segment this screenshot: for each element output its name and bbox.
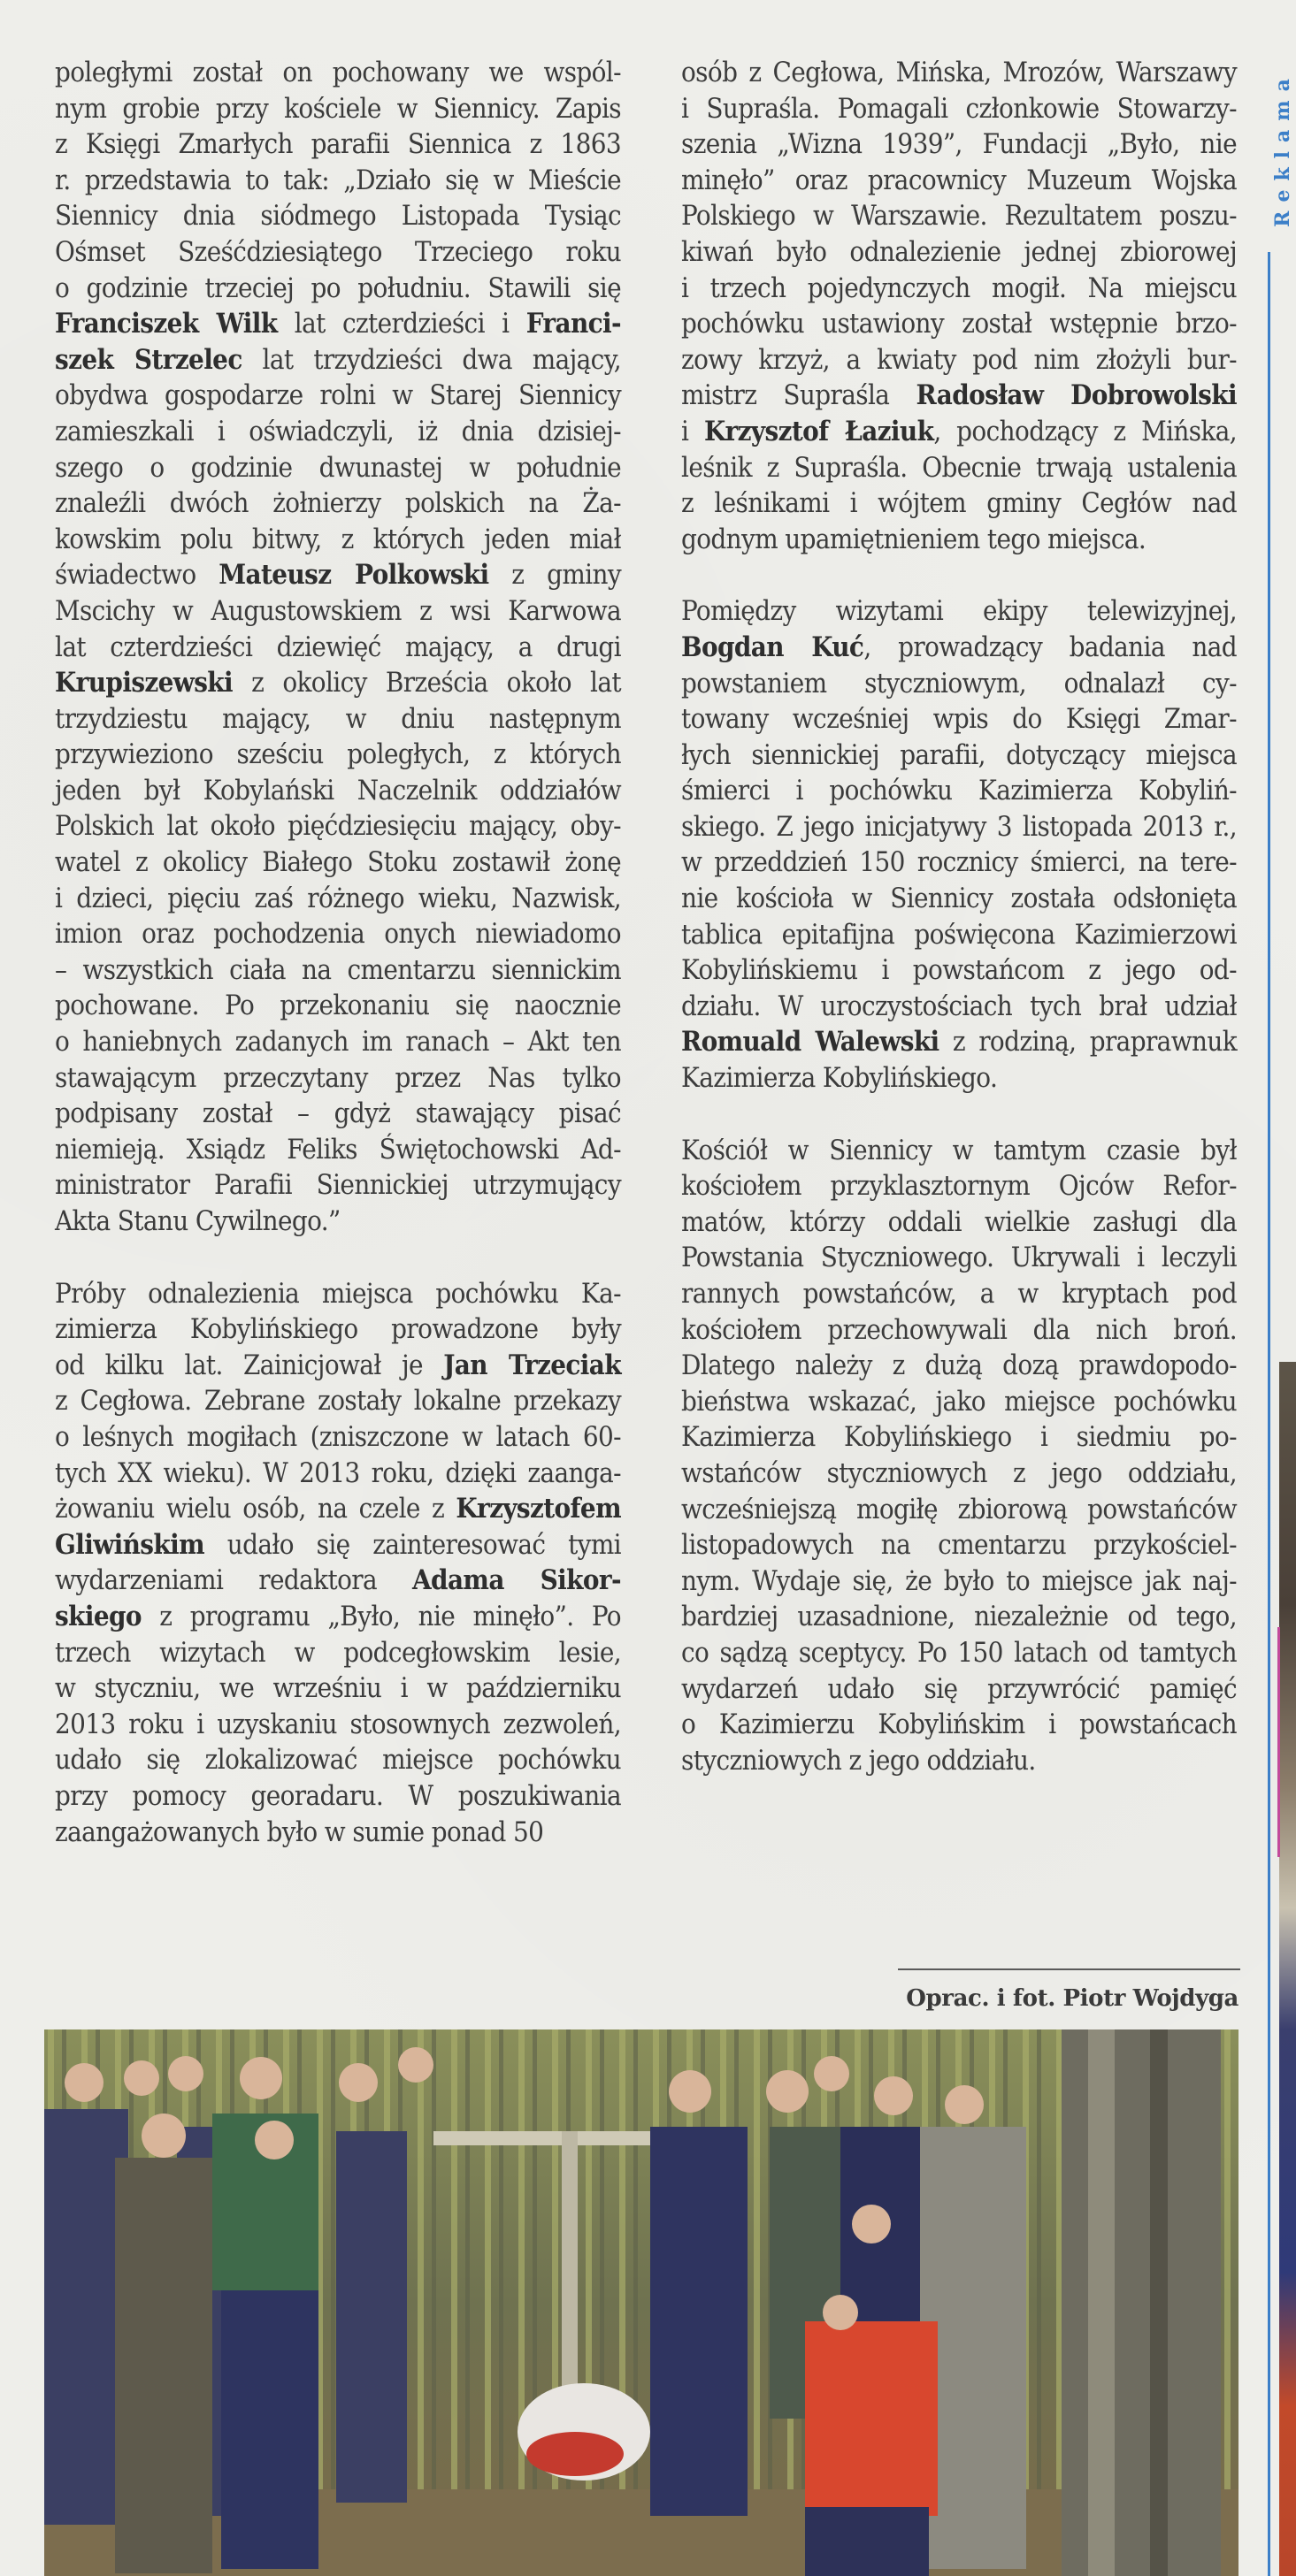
article-paragraph [681,1133,1237,1779]
person-name: Krzysztofem [456,1493,621,1525]
text-line: Dlatego należy z dużą dozą prawdopodo- [681,1349,1237,1382]
text-line: godnym upamiętnieniem tego miejsca. [681,523,1146,555]
text-line: wcześniejszą mogiłę zbiorową powstańców [681,1493,1237,1525]
text-line: Próby odnalezienia miejsca pochówku Ka- [55,1277,621,1310]
text-line: zimierza Kobylińskiego prowadzone były [55,1313,621,1346]
text-line: nym. Wydaje się, że było to miejsce jak naj- [681,1564,1237,1597]
text-line: z Cegłowa. Zebrane zostały lokalne przekazy [55,1385,621,1418]
text-line: powstaniem styczniowym, odnalazł cy- [681,667,1237,699]
text-line: kościołem przyklasztornym Ojców Refor- [681,1170,1237,1203]
text-line: leśnik z Supraśla. Obecnie trwają ustalenia [681,451,1237,484]
text-line: poległymi został on pochowany we wspól- [55,57,621,88]
text-line: Pomiędzy wizytami ekipy telewizyjnej, [681,595,1237,628]
text-line: Kobylińskiemu i powstańcom z jego od- [681,954,1237,987]
text-line: i trzech pojedynczych mogił. Na miejscu [681,271,1237,304]
text-line: kościołem przechowywali dla nich broń. [681,1313,1237,1346]
text-line: rannych powstańców, a w kryptach pod [681,1278,1237,1310]
forest-ceremony-photo-icon [44,2029,1238,2576]
advertisement-label [1270,49,1295,248]
person-name: Bogdan Kuć [681,631,864,663]
text-line: Bogdan Kuć, prowadzący badania nad [681,631,1237,663]
text-line: niemieją. Xsiądz Feliks Świętochowski Ad- [55,1133,621,1166]
text-line: Gliwińskim udało się zainteresować tymi [55,1528,621,1561]
text-line: watel z okolicy Białego Stoku zostawił żonę [55,846,621,879]
text-line: śmierci i pochówku Kazimierza Kobyliń- [681,775,1237,807]
text-line: wydarzeń udało się przywrócić pamięć [681,1672,1237,1705]
text-line: trzydziestu mający, w dniu następnym [55,702,621,735]
person-name: Franciszek Wilk [55,308,278,340]
person-name: szek Strzelec [55,343,242,376]
text-line: szego o godzinie dwunastej w południe [55,451,621,484]
person-name: Romuald Walewski [681,1026,939,1059]
text-line: wstańców styczniowych z jego oddziału, [681,1456,1237,1489]
text-line: przywieziono sześciu poległych, z których [55,738,621,771]
text-line: pochowane. Po przekonaniu się naocznie [55,990,621,1022]
person-name: Krupiszewski [55,667,234,699]
article-right-column [681,55,1237,1815]
text-line: r. przedstawia to tak: „Działo się w Mieście [55,164,621,196]
text-line: i Krzysztof Łaziuk, pochodzący z Mińska, [681,415,1237,447]
text-line: – wszystkich ciała na cmentarzu siennickim [55,953,621,986]
text-line: lat czterdzieści dziewięć mający, a drugi [55,631,621,663]
text-line: o Kazimierzu Kobylińskim i powstańcach [681,1708,1237,1741]
text-line: Romuald Walewski z rodziną, praprawnuk [681,1026,1237,1059]
text-line: Franciszek Wilk lat czterdzieści i Franci- [55,308,621,340]
person-name: Radosław Dobrowolski [916,379,1237,412]
article-byline: Oprac. i fot. Piotr Wojdyga [906,1985,1238,2012]
text-line: Polskiego w Warszawie. Rezultatem poszu- [681,200,1237,233]
text-line: i Supraśla. Pomagali członkowie Stowarzy- [681,92,1237,125]
text-line: w przeddzień 150 rocznicy śmierci, na tere- [681,846,1237,879]
text-line: skiego z programu „Było, nie minęło”. Po [55,1600,621,1632]
text-line: żowaniu wielu osób, na czele z Krzysztofem [55,1493,621,1525]
advertisement-strip-accent [1277,1627,1280,1857]
text-line: kiwań było odnalezienie jednej zbiorowej [681,235,1237,268]
person-name: skiego [55,1600,142,1632]
text-line: styczniowych z jego oddziału. [681,1744,1036,1777]
text-line: osób z Cegłowa, Mińska, Mrozów, Warszawy [681,57,1237,88]
article-paragraph [681,55,1237,557]
text-line: szek Strzelec lat trzydzieści dwa mający, [55,343,621,376]
text-line: skiego. Z jego inicjatywy 3 listopada 2013 r., [681,810,1237,843]
text-line: Powstania Styczniowego. Ukrywali i leczyli [681,1242,1237,1274]
text-line: tablica epitafijna poświęcona Kazimierzowi [681,918,1237,951]
text-line: Akta Stanu Cywilnego.” [55,1205,341,1237]
text-line: łych siennickiej parafii, dotyczący miejsca [681,738,1237,771]
article-paragraph [55,1276,621,1851]
text-line: Siennicy dnia siódmego Listopada Tysiąc [55,200,621,233]
person-name: Krzysztof Łaziuk [703,415,934,447]
text-line: kowskim polu bitwy, z których jeden miał [55,523,621,555]
text-line: zamieszkali i oświadczyli, iż dnia dzisiej- [55,415,621,447]
text-line: z Księgi Zmarłych parafii Siennica z 1863 [55,128,621,161]
text-line: obydwa gospodarze rolni w Starej Siennicy [55,379,621,412]
article-paragraph [55,55,621,1240]
text-line: Kazimierza Kobylińskiego. [681,1062,998,1095]
text-line: przy pomocy georadaru. W poszukiwania [55,1779,621,1812]
text-line: matów, którzy oddali wielkie zasługi dla [681,1205,1237,1238]
person-name: Jan Trzeciak [443,1349,621,1381]
text-line: wydarzeniami redaktora Adama Sikor- [55,1564,621,1597]
text-line: 2013 roku i uzyskaniu stosownych zezwoleń, [55,1708,621,1740]
text-line: udało się zlokalizować miejsce pochówku [55,1744,621,1777]
article-paragraph [681,593,1237,1096]
article-photo [44,2029,1238,2576]
person-name: Mateusz Polkowski [219,559,489,592]
text-line: znaleźli dwóch żołnierzy polskich na Ża- [55,487,621,520]
text-line: ministrator Parafii Siennickiej utrzymujący [55,1169,621,1202]
text-line: od kilku lat. Zainicjował je Jan Trzeciak [55,1349,621,1381]
article-left-column [55,55,621,1886]
text-line: bardziej uzasadnione, niezależnie od tego, [681,1601,1237,1633]
text-line: działu. W uroczystościach tych brał udział [681,990,1237,1022]
text-line: podpisany został – gdyż stawający pisać [55,1097,621,1130]
text-line: minęło” oraz pracownicy Muzeum Wojska [681,164,1237,196]
text-line: mistrz Supraśla Radosław Dobrowolski [681,379,1237,412]
text-line: o haniebnych zadanych im ranach – Akt ten [55,1026,621,1059]
advertisement-divider-rule [1268,252,1270,2576]
text-line: zowy krzyż, a kwiaty pod nim złożyli bur- [681,343,1237,376]
text-line: Krupiszewski z okolicy Brześcia około lat [55,667,621,699]
text-line: tych XX wieku). W 2013 roku, dzięki zaanga- [55,1456,621,1489]
text-line: towany wcześniej wpis do Księgi Zmar- [681,703,1237,736]
text-line: o leśnych mogiłach (zniszczone w latach 60- [55,1420,621,1453]
byline-rule [898,1968,1240,1970]
text-line: Mscichy w Augustowskiem z wsi Karwowa [55,594,621,627]
text-line: listopadowych na cmentarzu przykościel- [681,1529,1237,1562]
text-line: Kościół w Siennicy w tamtym czasie był [681,1134,1237,1166]
text-line: Polskich lat około pięćdziesięciu mający, oby- [55,810,621,843]
advertisement-strip [1279,1362,1296,2576]
text-line: jeden był Kobylański Naczelnik oddziałów [55,774,621,806]
text-line: Kazimierza Kobylińskiego i siedmiu po- [681,1421,1237,1454]
text-line: i dzieci, pięciu zaś różnego wieku, Nazwisk, [55,882,621,914]
text-line: nym grobie przy kościele w Siennicy. Zapis [55,92,621,125]
text-line: świadectwo Mateusz Polkowski z gminy [55,559,621,592]
text-line: co sądzą sceptycy. Po 150 latach od tamtych [681,1636,1237,1669]
text-line: Ośmset Sześćdziesiątego Trzeciego roku [55,235,621,268]
text-line: w styczniu, we wrześniu i w październiku [55,1672,621,1705]
text-line: szenia „Wizna 1939”, Fundacji „Było, nie [681,128,1237,161]
text-line: trzech wizytach w podcegłowskim lesie, [55,1636,621,1669]
text-line: z leśnikami i wójtem gminy Cegłów nad [681,487,1237,520]
text-line: stawającym przeczytany przez Nas tylko [55,1061,621,1094]
text-line: o godzinie trzeciej po południu. Stawili się [55,271,621,304]
text-line: pochówku ustawiony został wstępnie brzo- [681,308,1237,340]
text-line: imion oraz pochodzenia onych niewiadomo [55,918,621,951]
text-line: zaangażowanych było w sumie ponad 50 [55,1815,544,1848]
person-name: Adama Sikor- [412,1564,621,1597]
text-line: nie kościoła w Siennicy została odsłonięta [681,883,1237,915]
text-line: bieństwa wskazać, jako miejsce pochówku [681,1385,1237,1418]
advertisement-label-text: Reklama [1271,69,1295,227]
person-name: Gliwińskim [55,1528,205,1561]
person-name: Franci- [525,308,621,340]
